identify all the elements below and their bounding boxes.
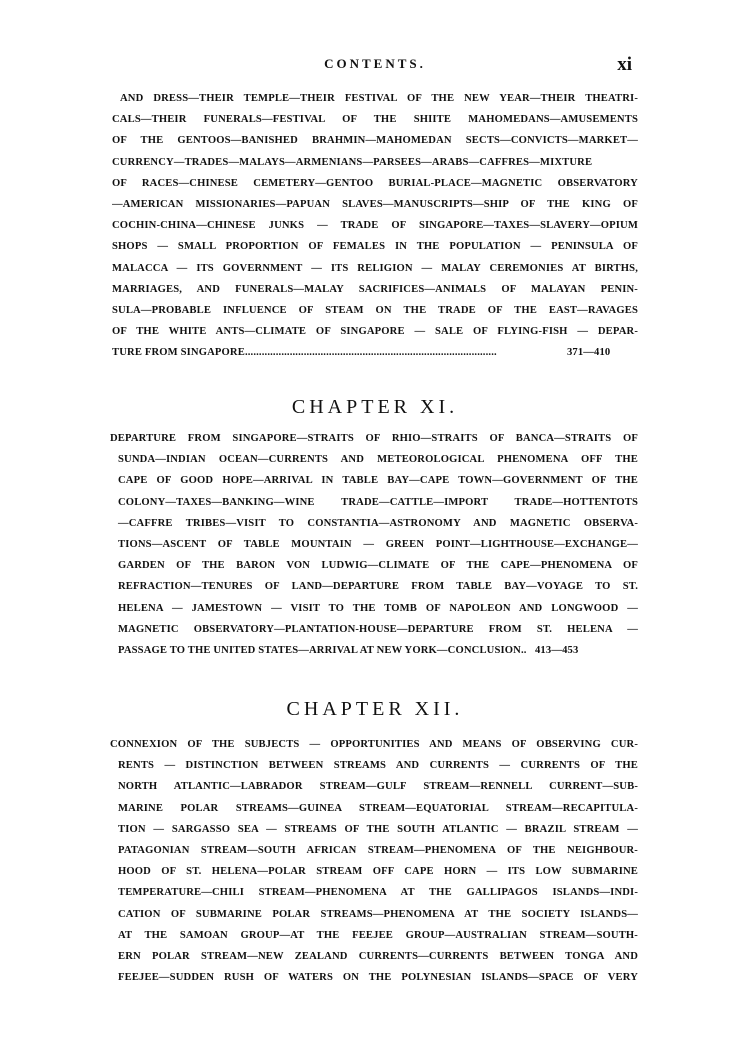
running-head [0, 54, 750, 78]
chapter-x-summary [112, 88, 638, 363]
summary-line: MALACCA — ITS GOVERNMENT — ITS RELIGION — MALAY CEREMONIES AT BIRTHS, [112, 262, 638, 274]
summary-line: CAPE OF GOOD HOPE—ARRIVAL IN TABLE BAY—CAPE TOWN—GOVERNMENT OF THE [118, 475, 638, 487]
chapter-heading: CHAPTER XI. [291, 396, 459, 418]
summary-line: REFRACTION—TENURES OF LAND—DEPARTURE FROM TABLE BAY—VOYAGE TO ST. [118, 581, 638, 593]
summary-line: OF THE WHITE ANTS—CLIMATE OF SINGAPORE — SALE OF FLYING-FISH — DEPAR- [112, 326, 638, 338]
summary-line: CONNEXION OF THE SUBJECTS — OPPORTUNITIES AND MEANS OF OBSERVING CUR- [110, 739, 638, 750]
summary-last-text: PASSAGE TO THE UNITED STATES—ARRIVAL AT NEW YORK—CONCLUSION [118, 644, 521, 656]
summary-line: SULA—PROBABLE INFLUENCE OF STEAM ON THE TRADE OF THE EAST—RAVAGES [112, 304, 638, 316]
dot-leaders: .......................................................................................... [244, 347, 497, 359]
summary-line: TIONS—ASCENT OF TABLE MOUNTAIN — GREEN POINT—LIGHTHOUSE—EXCHANGE— [118, 538, 638, 550]
chapter-heading: CHAPTER XII. [286, 698, 464, 720]
summary-line: OF RACES—CHINESE CEMETERY—GENTOO BURIAL-PLACE—MAGNETIC OBSERVATORY [112, 177, 638, 189]
summary-line: PATAGONIAN STREAM—SOUTH AFRICAN STREAM—PHENOMENA OF THE NEIGHBOUR- [118, 844, 638, 856]
summary-line: CURRENCY—TRADES—MALAYS—ARMENIANS—PARSEES—ARABS—CAFFRES—MIXTURE [112, 156, 593, 168]
summary-last-line [112, 342, 638, 363]
summary-line: CALS—THEIR FUNERALS—FESTIVAL OF THE SHIITE MAHOMEDANS—AMUSEMENTS [112, 114, 638, 126]
summary-line: MARINE POLAR STREAMS—GUINEA STREAM—EQUATORIAL STREAM—RECAPITULA- [118, 802, 638, 814]
summary-line: —CAFFRE TRIBES—VISIT TO CONSTANTIA—ASTRONOMY AND MAGNETIC OBSERVA- [118, 517, 638, 529]
page-range: 371—410 [566, 347, 611, 359]
summary-line: MAGNETIC OBSERVATORY—PLANTATION-HOUSE—DEPARTURE FROM ST. HELENA — [118, 623, 638, 635]
summary-line: GARDEN OF THE BARON VON LUDWIG—CLIMATE OF THE CAPE—PHENOMENA OF [118, 560, 638, 572]
summary-line: SHOPS — SMALL PROPORTION OF FEMALES IN THE POPULATION — PENINSULA OF [112, 241, 638, 253]
dot-leaders: .. [520, 644, 527, 656]
summary-line: COCHIN-CHINA—CHINESE JUNKS — TRADE OF SINGAPORE—TAXES—SLAVERY—OPIUM [112, 220, 638, 232]
page-number: xi [617, 54, 632, 75]
summary-line: HOOD OF ST. HELENA—POLAR STREAM OFF CAPE HORN — ITS LOW SUBMARINE [118, 866, 638, 878]
chapter-xii-summary [110, 734, 638, 988]
summary-line: ERN POLAR STREAM—NEW ZEALAND CURRENTS—CURRENTS BETWEEN TONGA AND [118, 950, 638, 962]
summary-line: NORTH ATLANTIC—LABRADOR STREAM—GULF STREAM—RENNELL CURRENT—SUB- [118, 781, 638, 793]
summary-line: AT THE SAMOAN GROUP—AT THE FEEJEE GROUP—AUSTRALIAN STREAM—SOUTH- [118, 929, 638, 941]
summary-line: RENTS — DISTINCTION BETWEEN STREAMS AND CURRENTS — CURRENTS OF THE [118, 760, 638, 772]
summary-line: CATION OF SUBMARINE POLAR STREAMS—PHENOMENA AT THE SOCIETY ISLANDS— [118, 908, 638, 920]
page-range: 413—453 [534, 644, 579, 656]
summary-line: COLONY—TAXES—BANKING—WINE TRADE—CATTLE—IMPORT TRADE—HOTTENTOTS [118, 496, 638, 508]
summary-line: TION — SARGASSO SEA — STREAMS OF THE SOUTH ATLANTIC — BRAZIL STREAM — [118, 823, 638, 835]
summary-line: MARRIAGES, AND FUNERALS—MALAY SACRIFICES—ANIMALS OF MALAYAN PENIN- [112, 283, 638, 295]
summary-line: OF THE GENTOOS—BANISHED BRAHMIN—MAHOMEDAN SECTS—CONVICTS—MARKET— [112, 135, 638, 147]
summary-line: HELENA — JAMESTOWN — VISIT TO THE TOMB OF NAPOLEON AND LONGWOOD — [118, 602, 638, 614]
summary-line: TEMPERATURE—CHILI STREAM—PHENOMENA AT THE GALLIPAGOS ISLANDS—INDI- [118, 887, 638, 899]
summary-line: FEEJEE—SUDDEN RUSH OF WATERS ON THE POLYNESIAN ISLANDS—SPACE OF VERY [118, 972, 638, 984]
summary-line: SUNDA—INDIAN OCEAN—CURRENTS AND METEOROLOGICAL PHENOMENA OFF THE [118, 454, 638, 466]
summary-last-line [110, 640, 638, 661]
chapter-xi-summary [110, 428, 638, 661]
summary-line: AND DRESS—THEIR TEMPLE—THEIR FESTIVAL OF THE NEW YEAR—THEIR THEATRI- [120, 93, 638, 104]
summary-line: DEPARTURE FROM SINGAPORE—STRAITS OF RHIO—STRAITS OF BANCA—STRAITS OF [110, 433, 638, 444]
summary-last-text: TURE FROM SINGAPORE [112, 347, 245, 359]
summary-line: —AMERICAN MISSIONARIES—PAPUAN SLAVES—MANUSCRIPTS—SHIP OF THE KING OF [112, 198, 638, 210]
running-title: CONTENTS. [324, 56, 426, 71]
